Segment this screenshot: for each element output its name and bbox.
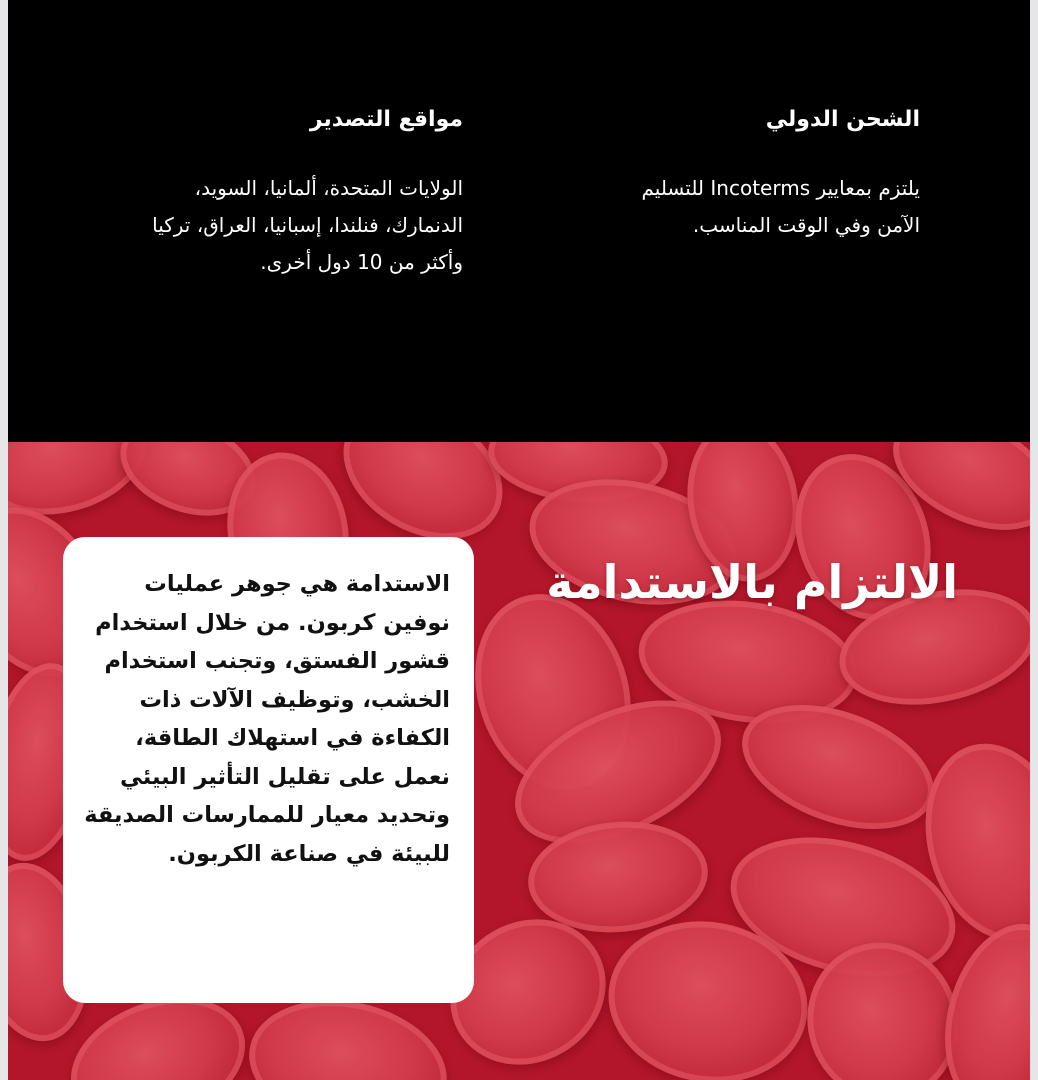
sustainability-card [63, 537, 474, 1003]
international-shipping-text: يلتزم بمعايير Incoterms للتسليم الآمن وفي الوقت المناسب. [641, 176, 920, 237]
export-locations-block [133, 104, 463, 281]
sustainability-card-text: الاستدامة هي جوهر عمليات نوفين كربون. من خلال استخدام قشور الفستق، وتجنب استخدام الخشب، وتوظيف الآلات ذات الكفاءة في استهلاك الطاقة، نعمل على تقليل التأثير البيئي وتحديد معيار للممارسات الصديقة للبيئة في صناعة الكربون. [84, 571, 450, 867]
shipping-export-section [8, 0, 1030, 442]
international-shipping-block [620, 104, 920, 244]
export-locations-text: الولايات المتحدة، ألمانيا، السويد، الدنمارك، فنلندا، إسبانيا، العراق، تركيا وأكثر من 10 دول أخرى. [152, 176, 463, 274]
sustainability-heading: الالتزام بالاستدامة [546, 555, 958, 609]
export-locations-title: مواقع التصدير [309, 107, 463, 132]
international-shipping-title: الشحن الدولي [765, 107, 920, 132]
page [8, 0, 1030, 1080]
